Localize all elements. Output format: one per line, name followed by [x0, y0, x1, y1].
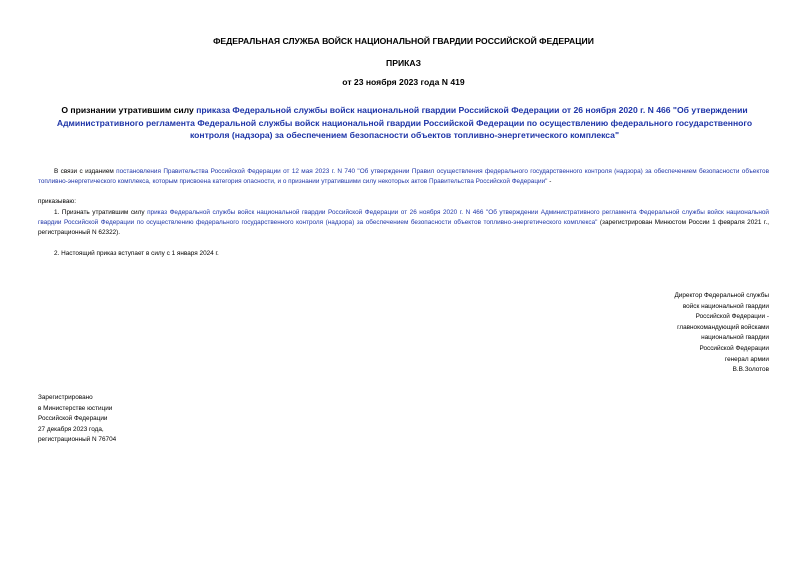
registration-number: регистрационный N 76704	[38, 436, 117, 444]
document-date-number: от 23 ноября 2023 года N 419	[342, 77, 465, 87]
intro-link-government-decree[interactable]: постановления Правительства Российской Федерации от 12 мая 2023 г. N 740 "Об утверждении Правил осуществления федерального государственного контроля (надзора) за обеспечением безопасности объектов топливно-энергетического комплекса, которым присвоена категория опасности, и о признании утратившими силу некоторых актов Правительства Российской Федерации"	[38, 168, 769, 186]
intro-suffix: -	[547, 178, 552, 186]
registration-line: в Министерстве юстиции	[38, 404, 113, 412]
agency-heading: ФЕДЕРАЛЬНАЯ СЛУЖБА ВОЙСК НАЦИОНАЛЬНОЙ ГВАРДИИ РОССИЙСКОЙ ФЕДЕРАЦИИ	[213, 36, 594, 46]
intro-prefix: В связи с изданием	[54, 168, 117, 175]
registration-date: 27 декабря 2023 года,	[38, 425, 104, 433]
registration-line: Российской Федерации	[38, 415, 108, 423]
item-1-paragraph	[38, 208, 769, 239]
signature-line: Директор Федеральной службы	[674, 292, 769, 299]
intro-paragraph	[38, 167, 769, 187]
signatory-name: В.В.Золотов	[732, 366, 769, 374]
item-2-paragraph: 2. Настоящий приказ вступает в силу с 1 января 2024 г.	[54, 250, 219, 257]
signature-block	[549, 291, 769, 376]
title-link-repealed-order[interactable]: приказа Федеральной службы войск национальной гвардии Российской Федерации от 26 ноября 2020 г. N 466 "Об утверждении Административного регламента Федеральной службы войск национальной гвардии Российской Федерации по осуществлению федерального государственного контроля (надзора) за обеспечением безопасности объектов топливно-энергетического комплекса"	[56, 105, 753, 140]
signature-line: генерал армии	[724, 355, 769, 363]
title-prefix: О признании утратившим силу	[61, 105, 197, 115]
signature-line: Российской Федерации -	[695, 313, 769, 321]
document-title	[36, 104, 773, 142]
signature-line: войск национальной гвардии	[682, 302, 769, 310]
signature-line: национальной гвардии	[701, 334, 769, 342]
item-1-link-repealed-order[interactable]: приказ Федеральной службы войск национальной гвардии Российской Федерации от 26 ноября 2020 г. N 466 "Об утверждении Административного регламента Федеральной службы войск национальной гвардии Российской Федерации по осуществлению федерального государственного контроля (надзора) за обеспечением безопасности объектов топливно-энергетического комплекса"	[38, 209, 769, 227]
order-word: приказываю:	[38, 198, 76, 205]
item-1-suffix: (зарегистрирован Минюстом России 1 февраля 2021 г., регистрационный N 62322).	[38, 219, 769, 237]
signature-line: главнокомандующий войсками	[677, 323, 769, 331]
registration-line: Зарегистрировано	[38, 394, 93, 401]
document-type-heading: ПРИКАЗ	[386, 58, 421, 68]
signature-line: Российской Федерации	[699, 344, 769, 352]
registration-block	[38, 393, 238, 446]
item-1-prefix: 1. Признать утратившим силу	[54, 209, 148, 216]
